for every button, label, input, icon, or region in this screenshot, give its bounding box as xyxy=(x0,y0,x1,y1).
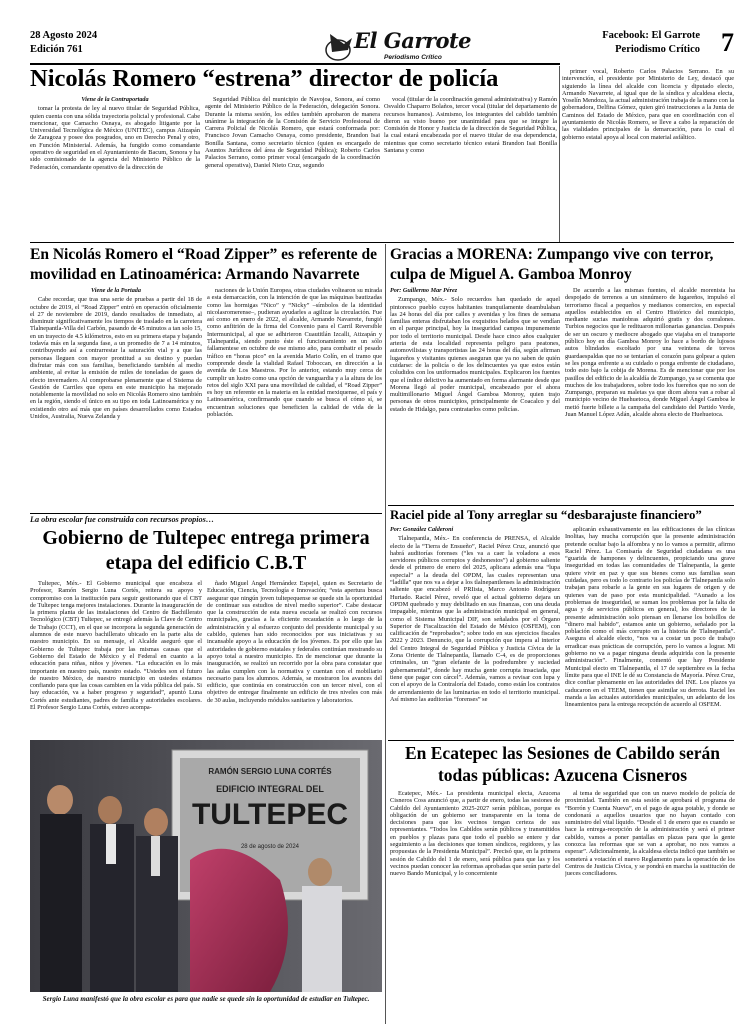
section-divider xyxy=(388,505,734,506)
logo-wordmark: El Garrote xyxy=(354,28,472,53)
masthead-subtitle: Periodismo Crítico xyxy=(615,44,700,55)
article-body: De acuerdo a las mismas fuentes, el alcalde morenista ha despojado de terrenos a un sinnúmero de lugareños, impulsó el terrorismo fiscal a pequeños y medianos comercios, en especial aquellos establecidos en el Centro Histórico del municipio, mediante sucias maniobras adquirió gratis y dos corralones. Turbios negocios que le redituaron millonarias ganancias. Después de ser un oscuro y mediocre abogado que viajaba en el transporte público hoy en día Gamboa Monroy lo hace a bordo de lujosos autos blindados escoltado por una veintena de torvos guardaespaldas que no se tentarían el corazón para golpear a quien se les ponga enfrente a su cuidado o ponga enfrente de ciudadano, todo esto bajo la cobija de Morena. Es de mencionar que por los pasillos del edificio de la alcaldía de Zumpango, ya se comenta que muchos de los trabajadores, sobre todo los fuereños que no son de Zumpango, preparan su maletas ya que dicen ahora van a robar al municipio vecino de Huehuetoca, donde Miguel Ángel Gamboa le metió fuerte billete a la campaña del candidato del Partido Verde, Juan Manuel López Adán, alcalde ahora electo de Huehuetoca. xyxy=(565,287,735,419)
article-body: Cabe recordar, que tras una serie de pruebas a partir del 18 de octubre de 2019, el “Road Zipper” entró en operación oficialmente el 27 de noviembre de 2019, dando resultados de inmediato, al disminuir significativamente los tiempos de traslado en la carretera Tlalnepantla-Villa del Carbón, pasando de 45 minutos a tan solo 15, en un trayecto de 4.5 kilómetros, esto en su primera etapa y bajando todavía más en la segunda fase, a un promedio de 7 a 14 minutos, contribuyendo así a contrarrestar la saturación vial y a que las personas lleguen con mayor prontitud a su destino y puedan disfrutar más con sus familias, beneficiando también al medio ambiente, al evitar la emisión de miles de toneladas de gases de efecto invernadero. Al comprobarse plenamente que el Sistema de Gestión de Carriles que opera en este municipio ha mejorado notablemente la movilidad no solo en Nicolás Romero sino también en la región, siendo el único en su tipo en toda Latinoamérica y no existiendo otro así más que en países desarrollados como Estados Unidos, Australia, Nueva Zelanda y xyxy=(30,296,202,421)
article-raciel-col2 xyxy=(565,526,735,738)
headline-raciel: Raciel pide al Tony arreglar su “desbarajuste financiero” xyxy=(390,508,702,522)
article-road-zipper-col2 xyxy=(207,287,382,511)
article-body: naciones de la Unión Europea, otras ciudades voltearon su mirada a esta demarcación, con la intención de que las máquinas bautizadas como las hormigas “Nico” y “Nicky” –símbolos de la identidad nicolasromerense–, pudieran ayudarles a agilizar la circulación. Fue así como en enero de 2022, el alcalde, Armando Navarrete, fungió como anfitrión de la firma del Convenio para el Carril Reversible Intermunicipal, al que se adhirieron Cuautitlán Izcalli, Atizapán y Tlalnepantla, siendo punto éste el funcionamiento en un sólo fallamentese en octubre de ese mismo año, para combatir el pesado tráfico en “horas pico” en la avenida Mario Colín, en el tramo que comprende desde la vialidad Rafael Toboccan, en dirección a la avenida de Los Maestros. Por lo anterior, estando muy cerca de cumplir un lustro como una opción de vanguardia y a la altura de los retos del siglo XXI para una movilidad de calidad, el “Road Zipper” es hoy un referente en la materia en la entidad mexiquense, el país y Latinoamérica, confirmando que cuando se busca el cómo sí, se encuentran soluciones que beneficien la calidad de vida de la población. xyxy=(207,287,382,419)
byline: Viene de la Portada xyxy=(90,287,141,294)
plaque-date: 28 de agosto de 2024 xyxy=(240,844,300,850)
column-divider xyxy=(385,244,386,1024)
article-tultepec-col1 xyxy=(30,580,202,738)
section-divider xyxy=(388,740,734,741)
attendees xyxy=(40,785,178,992)
edition-number: Edición 761 xyxy=(30,44,83,55)
headline-zumpango: Gracias a MORENA: Zumpango vive con terror, culpa de Miguel A. Gamboa Monroy xyxy=(390,246,714,283)
photo-caption: Sergio Luna manifestó que la obra escolar es para que nadie se quede sin la oportunidad de estudiar en Tultepec. xyxy=(42,995,370,1003)
article-ecatepec-col2 xyxy=(565,790,735,1018)
article-body: Seguridad Pública del municipio de Navojoa, Sonora, así como agente del Ministerio Público de la Federación, delegación Sonora. Durante la misma sesión, los ediles también aprobaron de manera unánime la integración de la Comisión de Servicio Profesional de Carrera Policial de Nicolás Romero, que estará conformada por: Francisco Jovan Camacho Osnaya, como presidente, Brandon Isai Bonilla Santana, como secretario técnico (quien es encargado de Asuntos Jurídicos del área de Seguridad Pública); Roberto Carlos Palacios Serrano, como primer vocal (encargado de la coordinación general operativa), Daniel Nieto Cruz, segundo xyxy=(205,96,380,169)
facebook-handle: Facebook: El Garrote xyxy=(602,30,700,41)
article-zumpango-col1 xyxy=(390,287,560,503)
article-raciel-col1 xyxy=(390,526,560,738)
article-body: Zumpango, Méx.- Solo recuerdos han quedado de aquel pintoresco pueblo cuyos habitantes tranquilamente deambulaban las 24 horas del día por calles y avenidas y los fines de semana familias enteras disfrutaban los exquisitos helados que se vendían en el parque principal, hoy la inseguridad campea impunemente por todo el territorio municipal. Desde hace cinco años cualquier arteria de esta localidad representa peligro para peatones, automovilistas y transportistas las 24 horas del día, según afirman lugareños y visitantes quienes aseguran que ya no saben de quién cuidarse: de la policía o de los delincuentes ya que estos están coludidos con los uniformados municipales. Explicaron los fuentes que el índice delictivo ha aumentado en forma alarmante desde que Morena llegó al poder municipal, encabezado por el ahora multimillonario Miguel Ángel Gamboa Monroy, quien trajo personas de otros municipios, principalmente de Coacalco y del estado de Hidalgo, para contratarlos como policías. xyxy=(390,296,560,413)
article-body: ñado Miguel Ángel Hernández Espejel, quien es Secretario de Educación, Ciencia, Tecnología e Innovación; “esta apertura busca asegurar que ningún joven tultepequense se quede sin la oportunidad de continuar sus estudios de nivel medio superior”. Cabe destacar que la construcción de esta nueva escuela se realizó con recursos municipales, gracias a la eficiente recaudación a lo largo de la administración y al esfuerzo conjunto del presidente municipal y su cabildo, quienes han sido reconocidos por sus iniciativas y su incansable apoyo a la educación de los jóvenes. Es por ello que las autoridades de gobierno estatales y federales continúan mostrando su apoyo total a nuestro municipio. En de mencionar que durante la inauguración, se realizó un recorrido por la obra para constatar que las aulas cumplen con la normativa y cuentan con el mobiliario necesario para los alumnos. Además, se mostraron los avances del edificio, que continúa en construcción con un tercer nivel, con el objetivo de entregar finalmente un edificio de tres niveles con más de 30 aulas, incluyendo módulos sanitarios y laboratorios. xyxy=(207,580,382,704)
article-body: Tultepec, Méx.- El Gobierno municipal que encabeza el Profesor, Ramón Sergio Luna Cortés, reitera su apoyo y compromiso con la institución para seguir gestionando que el CBT de Tultepec tenga mejores instalaciones. Durante la inauguración de la primera planta de las instalaciones del Centro de Bachillerato Tecnológico (CBT) Tultepec, se entregó además la Clave de Centro de Trabajo (CCT), en el que se incorpora la segunda generación de alumnos de este nuevo bachillerato ubicado en la parte alta de nuestro municipio. En su mensaje, el Alcalde aseguró que el Gobierno de Tultepec trabaja por las mismas causas que el Gobierno del Estado de México y el Federal en cuanto a la educación para niñas, niños y jóvenes. “La educación es lo más importante en nuestro país, nuestro estado. “Ustedes son el futuro de nuestro México, de nuestro municipio en ustedes estamos confiando para que las cosas cambien en la vida pública del país. Si hay educación, va a haber progreso y seguridad”, apuntó Luna Cortés ante estudiantes, padres de familia y autoridades escolares. El Profesor Sergio Luna Cortés, estuvo acompa- xyxy=(30,580,202,712)
headline-policia: Nicolás Romero “estrena” director de policía xyxy=(30,65,499,92)
plaque-big-text: TULTEPEC xyxy=(191,798,349,831)
article-ecatepec-col1 xyxy=(390,790,560,1018)
article-tultepec-col2 xyxy=(207,580,382,738)
plaque-line-1: RAMÓN SERGIO LUNA CORTÉS xyxy=(208,767,332,776)
article-body: aplicarán exhaustivamente en las edificaciones de las clínicas Inolitas, hay mucha corrupción que la presente administración pretende ocultar bajo la alfombra y no lo vamos a permitir, afirmo Raciel Pérez. La Comisaría de Seguridad ciudadana es una “guarida de hampones y delincuentes, propiciando una grave inseguridad en todas las comunidades de Tlalnepantla, la gente quiere vivir en paz y que sus bienes como sus familias sean cuidadas, pero es todo lo contrario los policías de Tlalnepantla solo trabajan para robarle a la gente en sus lugares de origen y de quienes van de paso por esta municipalidad. “Aunado a los problemas de inseguridad, se suman los problemas por la falta de agua y de servicios públicos en general, los directores de la presente administración solo piensan en llenarse los bolsillos de “dinero mal habido”, estamos ante un gobierno, señalado por la población como el más corrupto en la historia de Tlalnepantla”. Asegura el alcalde electo, “nos va a costar un poco de trabajo erradicar esas prácticas de corrupción, pero lo vamos a lograr. Mi gobierno no va a pagar ninguna deuda adquirida con la presente administración”. Finalmente, comentó que hay Presidente Municipal electo en Tlalnepantla, el 17 de septiembre es la fecha límite para que el INE le dé su Constancia de Mayoría. Pérez Cruz, dice confiar plenamente en las autoridades del INE. Los plazos ya caducaron en el TEEM, tienen que asimilar su derrota. Raciel les manda a las actuales autoridades municipales, un adelanto de los lineamientos para la entrega recepción de acuerdo al OSFEM. xyxy=(565,526,735,709)
kicker-tultepec: La obra escolar fue construida con recursos propios… xyxy=(30,515,215,524)
logo-tagline: Periodismo Crítico xyxy=(384,54,442,61)
column-divider xyxy=(559,66,560,242)
headline-ecatepec: En Ecatepec las Sesiones de Cabildo serán todas públicas: Azucena Cisneros xyxy=(404,743,721,785)
article-policia-col4 xyxy=(562,68,734,240)
article-body: al tema de seguridad que con un nuevo modelo de policía de proximidad. También en esta sesión se aprobará el programa de “Borrón y Cuenta Nueva”, en el pago de agua potable, y donde se condonará a aquellos usuarios que no hayan contado con suministro del vital líquido. “Desde el 1 de enero que es cuando se hace la entrega-recepción de la administración y será el primer cabildo, vamos a poner pantallas en plazas para que la gente conozca las reformas que se van a aprobar, no nos vamos a esperar”. Adicionalmente, la alcaldesa electa indicó que también se someterá a votación el nuevo Reglamento para la operación de los Centros de Justicia Cívica, y se pondrá en marcha la sustitución de jueces conciliadores. xyxy=(565,790,735,878)
article-policia-col2 xyxy=(205,96,380,240)
logo xyxy=(322,30,472,64)
article-body: primer vocal, Roberto Carlos Palacios Serrano. En su intervención, el presidente por Ministerio de Ley, destacó que siguiendo la línea del alcalde con licencia y diputado electo, Armando Navarrete, al igual que de la síndica y alcaldesa electa, Yoselín Mendoza, la actual administración trabaja de la mano con la gobernadora, Delfina Gómez, quien giró instrucciones a la Junta de Caminos del Estado de México, para que en coordinación con el ayuntamiento de Nicolás Romero, se lleve a cabo la reparación de las vialidades principales de la demarcación, para lo cual el gobierno estatal apoya al local con material asfáltico. xyxy=(562,68,734,141)
headline-road-zipper: En Nicolás Romero el “Road Zipper” es referente de movilidad en Latinoamérica: Armando Navarrete xyxy=(30,246,377,283)
article-body: Tlalnepantla, Méx.- En conferencia de PRENSA, el Alcalde electo de la “Tierra de Ensueño”, Raciel Pérez Cruz, anunció que habrá auditorías forenses (“les va a caer la voladora a esos servidores públicos corruptos y deshonestos”) al gobierno saliente desde el primero de enero del 2025, aplicara además una “lupa especial” a la deuda del OPDM, las cuales representan una “ladilla” que nos va a dejar a los tlalnepantlenses la administración saliente que encabezó el PRIista, Marco Antonio Rodríguez Hurtado. Raciel Pérez, reveló que el actual gobierno dejara un OPDM quebrado y muy debilitado en sus finanzas, con una deuda impagable, mientras que la administración municipal en general, como el Sistema Municipal DIF, son señalados por el Órgano Superior de Fiscalización del Estado de México (OSFEM), con calificación de “reprobados”; sobre todo en sus ejercicios fiscales 2022 y 2023. Denuncio, que la corrupción que impera al interior del Centro Integral de Seguridad Pública y Justicia Cívica de la Zona Oriente de Tlalnepantla, llamado C-4, es de proporciones criminales, un “gran elefante de la podredumbre y suciedad gubernamental”, donde hay mucha gente corrupta insaciada, que tiene que pagar con cárcel”. Además, vamos a revisar con lupa y con el apoyo de la Contraloría del Estado, como están los contratos de arrendamiento de las luminarias en todo el territorio municipal. Así mismo las auditorías “forenses” se xyxy=(390,535,560,703)
article-body: vocal (titular de la coordinación general administrativa) y Ramón Osvaldo Chaparro Bolaños, tercer vocal (titular del departamento de recursos humanos). Asimismo, los integrantes del cabildo también dieron su visto bueno por unanimidad para que se integre la Comisión de Honor y Justicia de la dirección de Seguridad Pública, la cual estará encabezada por el nuevo titular de esa dependencia, mientras que como secretario técnico estará Brandon Isai Bonilla Santana y como xyxy=(384,96,557,155)
article-road-zipper-col1 xyxy=(30,287,202,511)
byline: Por: Guillermo Mar Pérez xyxy=(390,287,458,294)
article-body: Ecatepec, Méx.- La presidenta municipal electa, Azucena Cisneros Coss anunció que, a partir de enero, todas las sesiones de Cabildo del Ayuntamiento 2025-2027 serán públicas, porque es obligación de un gobierno ser transparente en la toma de decisiones para que los vecinos tengan certeza de sus representantes. “Todos los Cabildos serán públicos y transmitidos en pueblos y plazas para que todo el pueblo se entere y dar seguimiento a las decisiones que tomen síndicos, regidores, y las propuestas de la Presidenta Municipal”. Precisó que, en la primera sesión de Cabildo del 1 de enero, será pública para que las y los vecinos puedan conocer las reformas aprobadas que serán parte del nuevo Bando Municipal, y lo concerniente xyxy=(390,790,560,878)
section-divider xyxy=(30,513,382,514)
headline-tultepec: Gobierno de Tultepec entrega primera etapa del edificio C.B.T xyxy=(42,527,370,574)
article-body: tomar la protesta de ley al nuevo titular de Seguridad Pública, quien cuenta con una sólida trayectoria policial y profesional. Cabe mencionar, que Camacho Osnaya, es abogado litigante por la Universidad Tecnológica de México (UNITEC), campus Atizapán de Zaragoza y posee dos posgrados, uno en Derecho Penal y otro, en Función Ministerial. Además, ha fungido como comandante operativo de seguridad en el Ayuntamiento de Bacum, Sonora y ha sido comisionado de la agencia del Ministerio Público de la Federación, comandante operativo de la dirección de xyxy=(30,105,200,171)
issue-date: 28 Agosto 2024 xyxy=(30,30,98,41)
article-policia-col1 xyxy=(30,96,200,240)
event-photo-image xyxy=(30,740,382,992)
plaque-line-2: EDIFICIO INTEGRAL DEL xyxy=(216,784,324,794)
section-divider xyxy=(30,242,734,243)
masthead xyxy=(30,30,734,66)
article-policia-col3 xyxy=(384,96,557,240)
article-zumpango-col2 xyxy=(565,287,735,503)
byline: Por: González Calderoni xyxy=(390,526,454,533)
event-photo xyxy=(30,740,382,992)
byline: Viene de la Contraportada xyxy=(81,96,149,103)
page-number: 7 xyxy=(721,28,734,57)
